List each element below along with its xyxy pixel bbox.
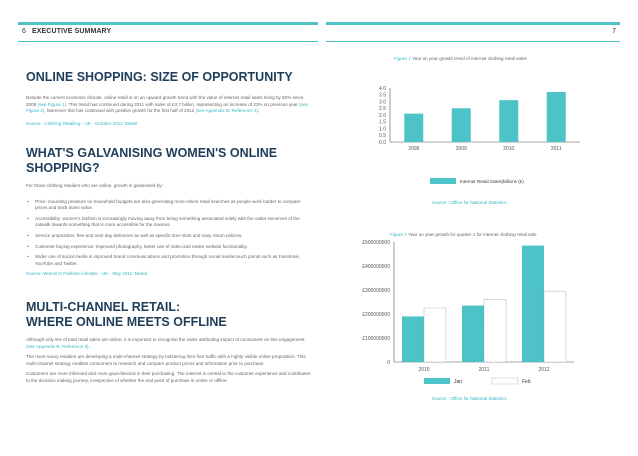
chart1-y-tick-label: 0.0	[379, 139, 386, 146]
left-page-number: 6	[22, 28, 26, 35]
appendix-ref3-link[interactable]: (see Appendix B: Reference 3)	[26, 343, 89, 349]
chart2-x-tick-label: 2012	[538, 367, 550, 373]
chart2-bar-feb	[424, 308, 446, 362]
section2-heading-line2: SHOPPING?	[26, 161, 100, 175]
section3-heading	[26, 300, 314, 330]
section3-heading-line1: MULTI-CHANNEL RETAIL:	[26, 300, 181, 314]
figure2-link[interactable]: (see Figure 2)	[26, 101, 309, 114]
figure2-label: Figure 2	[390, 232, 407, 237]
section3-paragraph1	[26, 337, 314, 350]
section2-intro: For those clothing retailers who are online, growth is galvanised by:	[26, 183, 163, 188]
right-page-header	[326, 22, 620, 42]
chart1-y-tick-label: 1.5	[379, 119, 386, 126]
section3-text-end: .	[88, 343, 90, 349]
left-page-header	[18, 22, 318, 42]
figure1-title	[394, 56, 527, 61]
section1-paragraph	[26, 95, 314, 115]
chart2-legend-swatch-jan	[424, 378, 450, 384]
appendix-ref2-link[interactable]: (see Appendix B: Reference 2)	[195, 108, 259, 114]
section2-heading	[26, 146, 314, 176]
chart1-y-tick-label: 1.0	[379, 126, 386, 133]
chart1-legend-swatch	[430, 178, 456, 184]
figure1-title-text: Year on year growth trend of internet clothing retail sales	[412, 56, 527, 61]
section-online-shopping	[26, 70, 314, 127]
chart1-y-tick-label: 2.5	[379, 106, 386, 113]
chart1-bar	[452, 108, 471, 142]
chart2-y-tick-label: £100000000	[362, 335, 390, 342]
chart2-bar-jan	[402, 316, 424, 362]
chart2-x-tick-label: 2010	[418, 367, 430, 373]
figure1-label: Figure 1	[394, 56, 411, 61]
chart1-x-tick-label: 2009	[455, 146, 467, 152]
section1-heading: ONLINE SHOPPING: SIZE OF OPPORTUNITY	[26, 70, 293, 84]
chart1-bar	[499, 100, 518, 142]
chart2-x-tick-label: 2011	[478, 367, 490, 373]
section1-text-a: Despite the current economic climate, online retail is on an upward growth trend with the value of internet retail sales rising by 82% since 2008	[26, 95, 304, 107]
chart1-x-tick-label: 2008	[408, 146, 420, 152]
section3-paragraph2: The more savvy retailers are developing a multi-channel strategy by bolstering their foot traffic with a highly visible online proposition. This multi-channel strategy enables consumers to research and compare product prices and information prior to purchase.	[26, 354, 306, 366]
chart1-y-tick-label: 4.0	[379, 85, 386, 92]
chart1-y-tick-label: 2.0	[379, 112, 386, 119]
right-page-number: 7	[612, 28, 616, 35]
section2-bullet-list	[26, 199, 314, 268]
section-multichannel	[26, 300, 314, 385]
chart2-legend-swatch-feb	[492, 378, 518, 384]
chart1-bar	[404, 114, 423, 142]
chart2-bar-feb	[544, 291, 566, 362]
figure1-source: Source : Office for National Statistics	[432, 200, 507, 205]
section3-paragraph3: Customers are more informed and more goal-directed in their purchasing. The internet is central to the customer experience and contributes to the decision making journey, irrespective of whether the end point of purchase is online or offline.	[26, 371, 311, 383]
figure2-bar-chart	[350, 236, 590, 396]
section1-source: Source : Clothing Retailing - UK - October 2011: Mintel	[26, 120, 138, 126]
chart2-legend-label-feb: Feb	[522, 379, 531, 385]
chart1-y-tick-label: 3.5	[379, 92, 386, 99]
section2-source: Source: Women's Fashion Lifestyle - UK - May 2011: Mintel	[26, 271, 147, 277]
section1-text-end: .	[258, 108, 260, 114]
section3-text-a: Although only 6% of total retail sales are online, it is important to recognise the wider attributing impact of consumers on-line engagement	[26, 337, 305, 342]
chart2-y-tick-label: 0	[387, 359, 390, 366]
section1-text-b: . This trend has continued during 2011 with sales of £3.7 billion, representing an increase of 23% on previous year	[66, 101, 298, 107]
bullet-service: • Service proposition: free and next day deliveries as well as specific time slots and easy return policies.	[26, 233, 314, 240]
section-galvanising	[26, 146, 314, 277]
bullet-social-media: • Wider use of social media is improved brand communications and promotion through social media touch points such as Facebook, YouTube and Twitter.	[26, 254, 314, 267]
figure2-source: Source : Office for National Statistics	[432, 396, 507, 401]
section3-heading-line2: WHERE ONLINE MEETS OFFLINE	[26, 315, 227, 329]
chart1-y-tick-label: 0.5	[379, 133, 386, 140]
chart2-y-tick-label: £400000000	[362, 263, 390, 270]
figure1-link[interactable]: (see Figure 1)	[37, 101, 67, 107]
chart2-legend-label-jan: Jan	[454, 379, 463, 385]
chart1-x-tick-label: 2010	[503, 146, 515, 152]
section-title: EXECUTIVE SUMMARY	[32, 28, 112, 35]
chart1-y-tick-label: 3.0	[379, 99, 386, 106]
chart2-bar-feb	[484, 300, 506, 362]
chart2-y-tick-label: £200000000	[362, 311, 390, 318]
section1-text-c: . Moreover this has continued with positive growth for the first half of 2012	[44, 108, 195, 114]
chart1-x-tick-label: 2011	[550, 146, 562, 152]
chart2-y-tick-label: £500000000	[362, 239, 390, 246]
chart2-bar-jan	[522, 246, 544, 362]
chart2-y-tick-label: £300000000	[362, 287, 390, 294]
bullet-price: • Price: mounting pressure on household budgets are also generating more online retail searches as people work harder to compare prices and track down value.	[26, 199, 314, 212]
figure1-bar-chart	[360, 80, 590, 192]
bullet-experience: • Customer buying experience: improved photography, better use of video and easier website functionality.	[26, 244, 314, 251]
bullet-accessibility: • Accessibility: women's fashion is increasingly moving away from being something associated solely with the outlet sincerves of the catwalk towards something that is more accessible for the masses.	[26, 216, 314, 229]
chart1-legend-label: Internet Retail Sales(billions (£)	[460, 179, 524, 184]
section2-heading-line1: WHAT'S GALVANISING WOMEN'S ONLINE	[26, 146, 278, 160]
figure2-title-text: Year on year growth for quarter 1 for internet clothing retail sale	[408, 232, 537, 237]
chart2-bar-jan	[462, 306, 484, 362]
chart1-bar	[547, 92, 566, 142]
